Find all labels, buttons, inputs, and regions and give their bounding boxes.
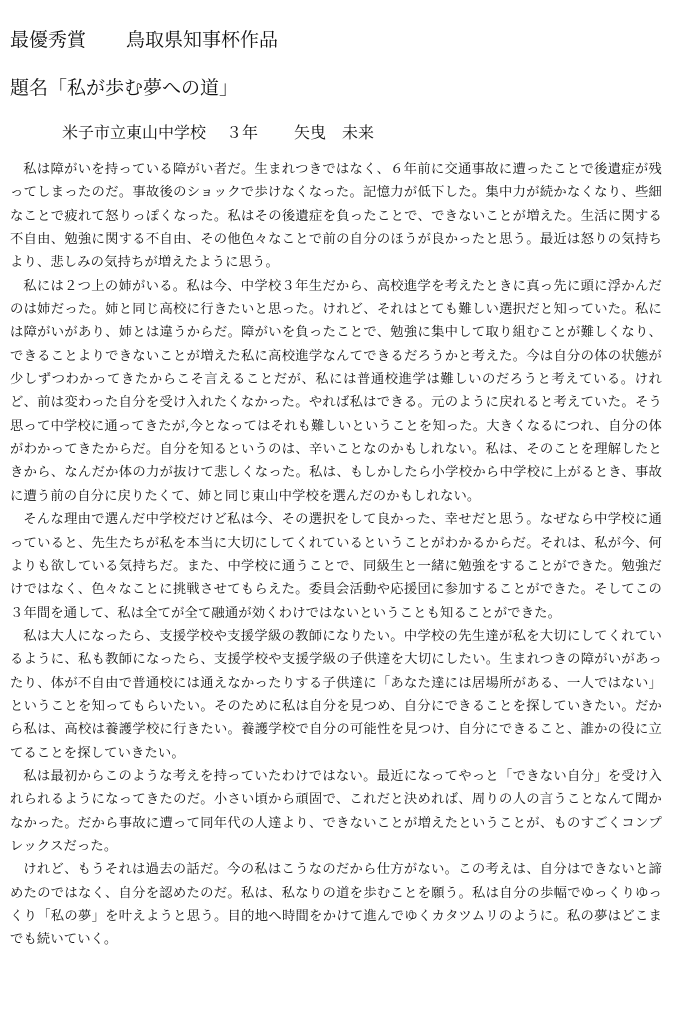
paragraph-4: 私は大人になったら、支援学校や支援学級の教師になりたい。中学校の先生達が私を大切にしてくれているように、私も教師になったら、支援学校や支援学級の子供達を大切にしたい。生まれつきの障がいがあったり、体が不自由で普通校には通えなかったりする子供達に「あなた達には居場所がある、一人ではない」ということを知ってもらいたい。そのために私は自分を見つめ、自分にできることを探していきたい。だから私は、高校は養護学校に行きたい。養護学校で自分の可能性を見つけ、自分にできること、誰かの役に立てることを探していきたい。 <box>10 628 662 761</box>
paragraph-5: 私は最初からこのような考えを持っていたわけではない。最近になってやっと「できない自分」を受け入れられるようになってきたのだ。小さい頃から頑固で、これだと決めれば、周りの人の言うことなんて聞かなかった。だから事故に遭って同年代の人達より、できないことが増えたということが、ものすごくコンプレックスだった。 <box>10 768 662 854</box>
grade: ３年 <box>226 123 259 142</box>
paragraph-3: そんな理由で選んだ中学校だけど私は今、その選択をして良かった、幸せだと思う。なぜなら中学校に通っていると、先生たちが私を本当に大切にしてくれているということがわかるからだ。それは、私が今、何よりも欲している気持ちだ。また、中学校に通うことで、同級生と一緒に勉強をすることができた。勉強だけではなく、色々なことに挑戦させてもらえた。委員会活動や応援団に参加することができた。そしてこの３年間を通して、私は全てが全て融通が効くわけではないということも知ることができた。 <box>10 512 662 621</box>
award-heading <box>10 28 662 54</box>
author-family-name: 矢曳 <box>294 123 327 142</box>
paragraph-2: 私には２つ上の姉がいる。私は今、中学校３年生だから、高校進学を考えたときに真っ先に頭に浮かんだのは姉だった。姉と同じ高校に行きたいと思った。けれど、それはとても難しい選択だと知っていた。私には障がいがあり、姉とは違うからだ。障がいを負ったことで、勉強に集中して取り組むことが難しくなり、できることよりできないことが増えた私に高校進学なんてできるだろうかと考えた。今は自分の体の状態が少しずつわかってきたからこそ言えることだが、私には普通校進学は難しいのだろうと考えている。けれど、前は変わった自分を受け入れたくなかった。やれば私はできる。元のように戻れると考えていた。そう思って中学校に通ってきたが,今となってはそれも難しいということを知った。大きくなるにつれ、自分の体がわかってきたからだ。自分を知るというのは、辛いことなのかもしれない。私は、そのことを理解したときから、なんだか体の力が抜けて悲しくなった。私は、もしかしたら小学校から中学校に上がるとき、事故に遭う前の自分に戻りたくて、姉と同じ東山中学校を選んだのかもしれない。 <box>10 278 662 504</box>
prize-name: 鳥取県知事杯作品 <box>126 29 279 51</box>
essay-body <box>10 158 662 952</box>
paragraph-1: 私は障がいを持っている障がい者だ。生まれつきではなく、６年前に交通事故に遭ったことで後遺症が残ってしまったのだ。事故後のショックで歩けなくなった。記憶力が低下した。集中力が続かなくなり、些細なことで疲れて怒りっぽくなった。私はその後遺症を負ったことで、できないことが増えた。生活に関する不自由、勉強に関する不自由、その他色々なことで前の自分のほうが良かったと思う。最近は怒りの気持ちより、悲しみの気持ちが増えたように思う。 <box>10 162 662 271</box>
author-line <box>62 122 662 144</box>
paragraph-6: けれど、もうそれは過去の話だ。今の私はこうなのだから仕方がない。この考えは、自分はできないと諦めたのではなく、自分を認めたのだ。私は、私なりの道を歩むことを願う。私は自分の歩幅でゆっくりゆっくり「私の夢」を叶えようと思う。目的地へ時間をかけて進んでゆくカタツムリのように。私の夢はどこまでも続いていく。 <box>10 862 662 948</box>
award-label: 最優秀賞 <box>10 29 87 51</box>
essay-title: 題名「私が歩む夢への道」 <box>10 77 239 99</box>
school-name: 米子市立東山中学校 <box>62 123 207 142</box>
author-given-name: 未来 <box>342 123 375 142</box>
